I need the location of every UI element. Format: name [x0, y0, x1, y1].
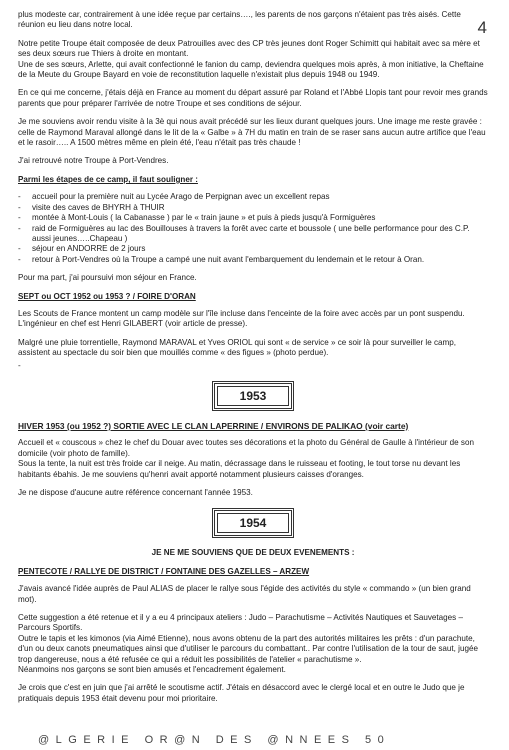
section-heading-pentecote: PENTECOTE / RALLYE DE DISTRICT / FONTAINE DES GAZELLES – ARZEW: [18, 566, 310, 576]
list-item: - raid de Formiguères au lac des Bouillouses à travers la forêt avec carte et boussole ( une belle performance pour des C.P. aussi jeunes…..Chapeau ): [18, 224, 488, 245]
page-footer: @LGERIE OR@N DES @NNEES 50: [38, 734, 391, 746]
paragraph: Notre petite Troupe était composée de deux Patrouilles avec des CP très jeunes dont Roger Schimitt qui habitait avec sa mère et ses deux sœurs rue Thiers à droite en montant. Une de ses sœurs, Arlette, qui avait confectionné le fanion du camp, deviendra quelques mois après, à mon initiative, la Cheftaine de la Meute du Groupe Bayard en voie de reconstitution laquelle n'existait plus depuis 1948 ou 1949.: [18, 38, 484, 80]
year-label: 1954: [217, 513, 289, 533]
paragraph: En ce qui me concerne, j'étais déjà en France au moment du départ assuré par Roland et l'Abbé Llopis tant pour revoir mes grands parents que pour préparer l'arrivée de notre Troupe et ses conditions de séjour.: [18, 88, 488, 108]
events-heading: JE NE ME SOUVIENS QUE DE DEUX EVENEMENTS :: [151, 548, 355, 558]
dash-mark: -: [18, 360, 21, 370]
paragraph: Cette suggestion a été retenue et il y a eu 4 principaux ateliers : Judo – Parachutisme – Activités Nautiques et Sauvetages – Parcours Sportifs. Outre le tapis et les kimonos (via Aimé Etienne), nous avons obtenu de la part des autorités militaires les prêts : d'un parachute, d'un ou deux canots pneumatiques ainsi que d'utiliser le parcours du combattant.. Par contre l'utilisation de la tour de saut, jugée trop dangereuse, nous a été refusée ce qui a réduit les possibilités de l'atelier « parachutisme ». Néanmoins nos garçons se sont bien amusés et l'encadrement également.: [18, 613, 478, 675]
paragraph: Je ne dispose d'aucune autre référence concernant l'année 1953.: [18, 488, 253, 497]
paragraph: Je crois que c'est en juin que j'ai arrêté le scoutisme actif. J'étais en désaccord avec le clergé local et en outre le Judo que je pratiquais depuis 1953 était devenu pour moi prioritaire.: [18, 683, 465, 703]
paragraph: plus modeste car, contrairement à une idée reçue par certains…., les parents de nos garçons n'étaient pas très aisés. Cette réunion eu lieu dans notre local.: [18, 10, 461, 30]
list-item: - visite des caves de BHYRH à THUIR: [18, 203, 488, 213]
document-body: [18, 10, 488, 712]
list-item: - retour à Port-Vendres où la Troupe a campé une nuit avant l'embarquement du lendemain et le retour à Oran.: [18, 255, 488, 265]
year-label: 1953: [217, 386, 289, 406]
list-item: - montée à Mont-Louis ( la Cabanasse ) par le « train jaune » et puis à pieds jusqu'à Formiguères: [18, 213, 488, 223]
paragraph: J'ai retrouvé notre Troupe à Port-Vendres.: [18, 156, 169, 166]
paragraph: Malgré une pluie torrentielle, Raymond MARAVAL et Yves ORIOL qui sont « de service » ce soir là pour surveiller le camp, assistent au spectacle du soir bien que mouillés comme « des figues » (photo perdue).: [18, 337, 457, 358]
steps-heading: Parmi les étapes de ce camp, il faut souligner :: [18, 174, 198, 184]
section-heading-hiver: HIVER 1953 (ou 1952 ?) SORTIE AVEC LE CLAN LAPERRINE / ENVIRONS DE PALIKAO (voir carte): [18, 420, 409, 431]
paragraph: Les Scouts de France montent un camp modèle sur l'île incluse dans l'enceinte de la foire avec accès par un pont suspendu. L'ingénieur en chef est Henri GILABERT (voir article de presse).: [18, 308, 465, 329]
year-box-1954: [212, 508, 294, 538]
year-box-1953: [212, 381, 294, 411]
paragraph: Accueil et « couscous » chez le chef du Douar avec toutes ses décorations et la photo du Général de Gaulle à l'intérieur de son domicile (voir photo de famille). Sous la tente, la nuit est très froide car il neige. Au matin, décrassage dans le ruisseau et footing, le tout torse nu devant les habitants ébahis. Je me souviens qu'henri avait apporté notamment plusieurs caisses d'oranges.: [18, 438, 474, 479]
paragraph: J'avais avancé l'idée auprès de Paul ALIAS de placer le rallye sous l'égide des activités du style « commando » (un bien grand mot).: [18, 584, 471, 604]
paragraph: Pour ma part, j'ai poursuivi mon séjour en France.: [18, 273, 197, 283]
paragraph: Je me souviens avoir rendu visite à la 3è qui nous avait précédé sur les lieux durant quelques jours. Une image me reste gravée : celle de Raymond Maraval allongé dans le lit de la « Galbe » à 7H du matin en train de se raser sans aucun autre artifice que l'eau et le rasoir….. A 1500 mètres même en plein été, l'eau n'était pas très chaude !: [18, 117, 486, 148]
list-item: - séjour en ANDORRE de 2 jours: [18, 244, 488, 254]
section-heading-foire: SEPT ou OCT 1952 ou 1953 ? / FOIRE D'ORAN: [18, 291, 196, 301]
steps-list: [18, 192, 488, 265]
page-number: 4: [477, 18, 487, 37]
list-item: - accueil pour la première nuit au Lycée Arago de Perpignan avec un excellent repas: [18, 192, 488, 202]
